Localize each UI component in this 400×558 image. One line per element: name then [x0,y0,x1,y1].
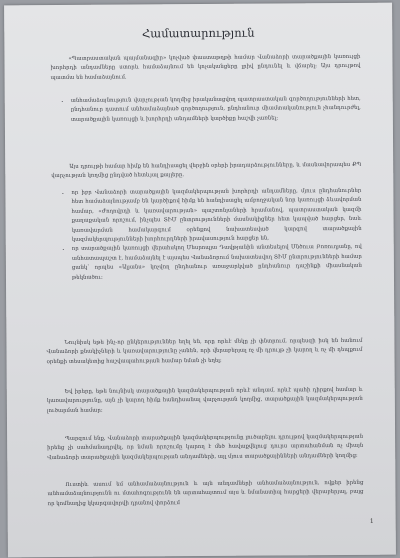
paragraph-6 [47,479,363,509]
page-number: 1 [369,517,374,525]
list-item: • որ տարածքային կառույցի վերահսկող Մեսրոպյա Դավթյանին անտեսելով Մնծուա Բոռուղյանը, ով անհատապաշտ է, համաձայնել է այսպես Վանաձորում նախատեսվող ՏԻՄ ընտրությունների համար ցանկ՝ որպես «Ալյանս» կոչվող ընդհանուր առաջարկված ընդհանուր դաշինքի միասնական թեկնածու: [72,243,362,283]
list-item: • անհամաձայնություն վարչության կողմից իրականացվող պատրաստական գործողությունների հետ, ընդհանուր դատում անհամաձայնած գործողություն, ընդհանուր միամտականություն չհանդուրժել, տարածքային կառույցի և խորհրդի անդամների կարծիքը հաշվի չառնել: [71,95,361,125]
intro-text: «Պատրաստական պայմանագիր» կոչված փաստաթղթի համար Վանաձորի տարածքային կառույցի խորհրդի անդամները ստորև համաձայնում են կոչականցերը լրիվ ընդունել և վճարել: Այս դրույթով պատմա են համաձայնում. [50,53,361,81]
bullet-list-1 [51,95,361,125]
paragraph-text: Ուստիև ասում եմ անհամաձայնություն և այն անդամների անհամաձայնություն, ովքեր իրենց անհամաձայնությունն ու մտահոգությունն են արտահայտում այս և նմանատիպ հարցերի վերաբերյալ, բայց որ կոմնադից կկարգավորվի դրանով փորձում [47,479,364,507]
document-title: Համատարություն [141,25,255,41]
paragraph-3 [46,337,362,367]
paragraph-text: Նույնիսկ եթե ինչ-որ ընկերություններ եղել են, որը որևէ մեկը չի փնտրում, որպեսզի իսկ են հանում Վանաձորի քնակիչների և կառավարությունը չանեն, որի վերաբերյալ ոչ մի դրույթ չի կարող և ոչ մի դեպքում օրենքի տեսակետից հաշվապահության համար նման չի եղել: [46,337,363,365]
intro-paragraph [50,53,360,83]
paragraph-text: Այս դրույթի համար հիմք են հանդիսացել վերջին օրերի իրադարձությունները, և մասնավորապես ՔՊ վարչության կողմից ընդված հետևյալ քայլերը. [51,161,362,180]
paragraph-text: Պարզում ենք, Վանաձորի տարածքային կազմակերպությունը լուծարելու դրույթով կազմակերպության իրենց չի սահմանադրվել, որ նման որոշումը կարող է մեծ հավաքվելուց դուրս արտահանման ոչ միայն Վանաձորի տարածքային կազմակերպության անդամների, այլ մյուս տարածքայինների անդամների կողմից: [47,433,364,461]
paragraph-text: Եվ իրերը, եթե նույնիսկ տարածքային կազմակերպության որևէ անդամ, որևէ պահի դիրքով համար և կառավարությունը, այն չի կարող հիմք հանդիսանալ վարչության կողմից, տարածքային կազմակերպության լուծարման համար: [46,386,363,414]
paragraph-5 [47,433,363,463]
list-item: • որ իբր Վանաձորի տարածքային կազմակերպության խորհրդի անդամները, մյուս ընդհանուրներ հետ համաձայնությամբ են կարծիքով հիմք են հանդիսացել ամբողջական նոր կառույցի ձևավորման համար, «Ժողովրդի և կառավարության» պաշտոնյաների հրամանով, պատրաստական կազմի քաղաքական որոշում, ինչպես ՏԻՄ ընտրությունների մասնակիցներ հետ կապված հարցեր, նաև կառավարման համակարգում օրենքով նախատեսված կարգով տարածքային կազմակերպությունների խորհուրդների իրավասություն հարցեր են, [71,187,361,245]
paragraph-4 [47,386,363,416]
document-page [4,3,396,558]
paragraph-2 [51,161,361,182]
bullet-list-2 [51,187,362,283]
